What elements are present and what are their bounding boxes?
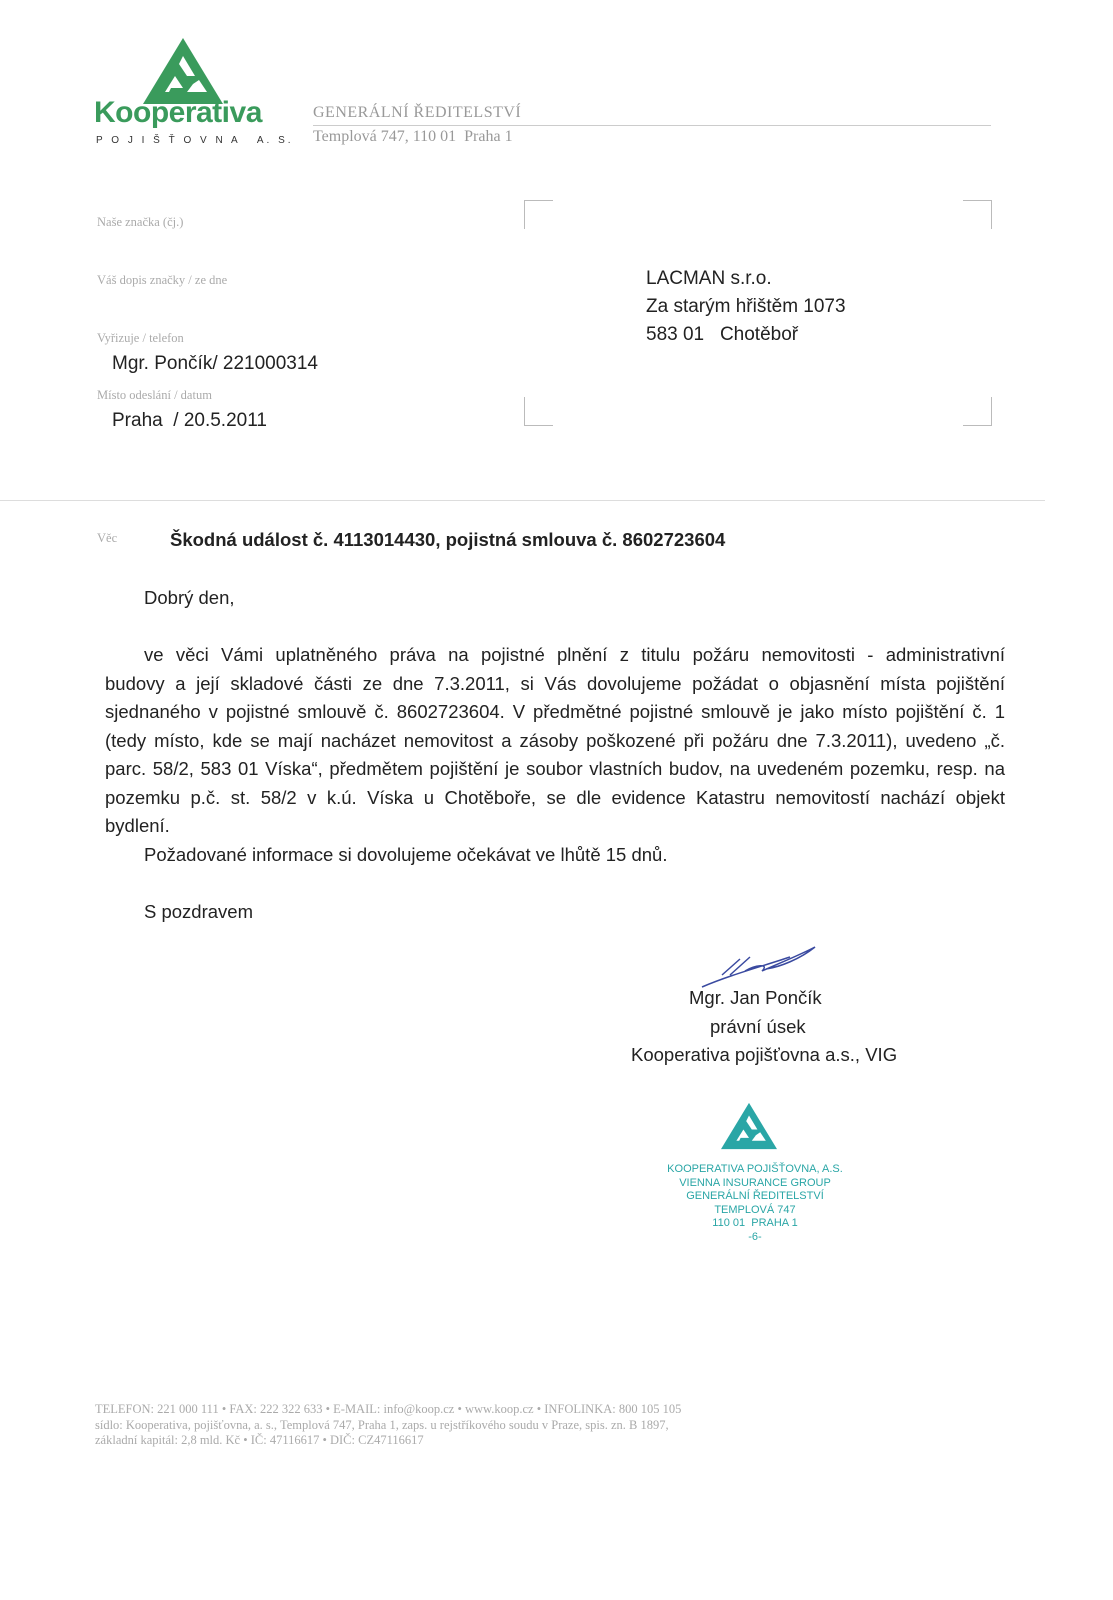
stamp-line: TEMPLOVÁ 747: [714, 1203, 796, 1216]
recipient-street: Za starým hřištěm 1073: [646, 296, 846, 317]
office-address: Templová 747, 110 01 Praha 1: [313, 128, 513, 145]
footer-contacts: TELEFON: 221 000 111 • FAX: 222 322 633 • E-MAIL: info@koop.cz • www.koop.cz • INFOLINKA: 800 105 105: [95, 1402, 682, 1416]
footer-capital: základní kapitál: 2,8 mld. Kč • IČ: 47116617 • DIČ: CZ47116617: [95, 1433, 424, 1447]
subject-label: Věc: [97, 531, 118, 545]
office-title: GENERÁLNÍ ŘEDITELSTVÍ: [313, 104, 522, 121]
body-line: ve věci Vámi uplatněného práva na pojistné plnění z titulu požáru nemovitosti - administrativní: [144, 644, 1005, 665]
stamp-logo-icon: [721, 1102, 777, 1150]
body-line: bydlení.: [105, 815, 170, 836]
signatory-dept: právní úsek: [710, 1016, 806, 1037]
window-corner: [963, 200, 992, 229]
body-line: parc. 58/2, 583 01 Víska“, předmětem pojištění je soubor vlastních budov, na uvedeném pozemku, resp. na: [105, 758, 1005, 779]
window-corner: [524, 200, 553, 229]
brand-subtitle: P O J I Š Ť O V N A A. S.: [96, 135, 294, 146]
ref-label: Naše značka (čj.): [97, 215, 184, 229]
signatory-name: Mgr. Jan Pončík: [689, 987, 822, 1008]
recipient-city: 583 01 Chotěboř: [646, 324, 799, 345]
handler-label: Vyřizuje / telefon: [97, 331, 184, 345]
stamp-line: VIENNA INSURANCE GROUP: [679, 1176, 831, 1189]
company-stamp: [650, 1163, 860, 1244]
body-line: sjednaného v pojistné smlouvě č. 8602723604. V předmětné pojistné smlouvě je jako místo pojištění č. 1: [105, 701, 1005, 722]
stamp-line: -6-: [748, 1230, 762, 1243]
your-ref-label: Váš dopis značky / ze dne: [97, 273, 228, 287]
request-text: Požadované informace si dovolujeme očekávat ve lhůtě 15 dnů.: [144, 844, 668, 865]
stamp-line: 110 01 PRAHA 1: [712, 1217, 798, 1229]
subject: Škodná událost č. 4113014430, pojistná smlouva č. 8602723604: [170, 529, 726, 550]
body-line: budovy a její skladové části ze dne 7.3.2011, si Vás dovolujeme požádat o objasnění místa pojištění: [105, 673, 1005, 694]
body-line: (tedy místo, kde se mají nacházet nemovitost a zásoby poškozené při požáru dne 7.3.2011), uvedeno „č.: [105, 730, 1005, 751]
brand-name: Kooperativa: [94, 96, 262, 129]
fold-line: [0, 500, 1045, 501]
footer-registration: sídlo: Kooperativa, pojišťovna, a. s., Templová 747, Praha 1, zaps. u rejstříkového soudu v Praze, spis. zn. B 1897,: [95, 1418, 669, 1432]
handwritten-signature-icon: [700, 945, 820, 990]
handler-value: Mgr. Pončík/ 221000314: [112, 353, 318, 374]
stamp-line: KOOPERATIVA POJIŠŤOVNA, A.S.: [667, 1163, 843, 1175]
header-rule: [313, 125, 991, 126]
kooperativa-logo-icon: [143, 38, 223, 104]
window-corner: [524, 397, 553, 426]
body-line: pozemku p.č. st. 58/2 v k.ú. Víska u Chotěboře, se dle evidence Katastru nemovitostí nachází objekt: [105, 787, 1005, 808]
greeting: Dobrý den,: [144, 587, 235, 608]
closing: S pozdravem: [144, 901, 253, 922]
recipient-name: LACMAN s.r.o.: [646, 268, 772, 289]
stamp-line: GENERÁLNÍ ŘEDITELSTVÍ: [686, 1190, 824, 1202]
place-date-value: Praha / 20.5.2011: [112, 410, 267, 431]
place-label: Místo odeslání / datum: [97, 388, 212, 402]
window-corner: [963, 397, 992, 426]
signatory-company: Kooperativa pojišťovna a.s., VIG: [631, 1044, 898, 1065]
